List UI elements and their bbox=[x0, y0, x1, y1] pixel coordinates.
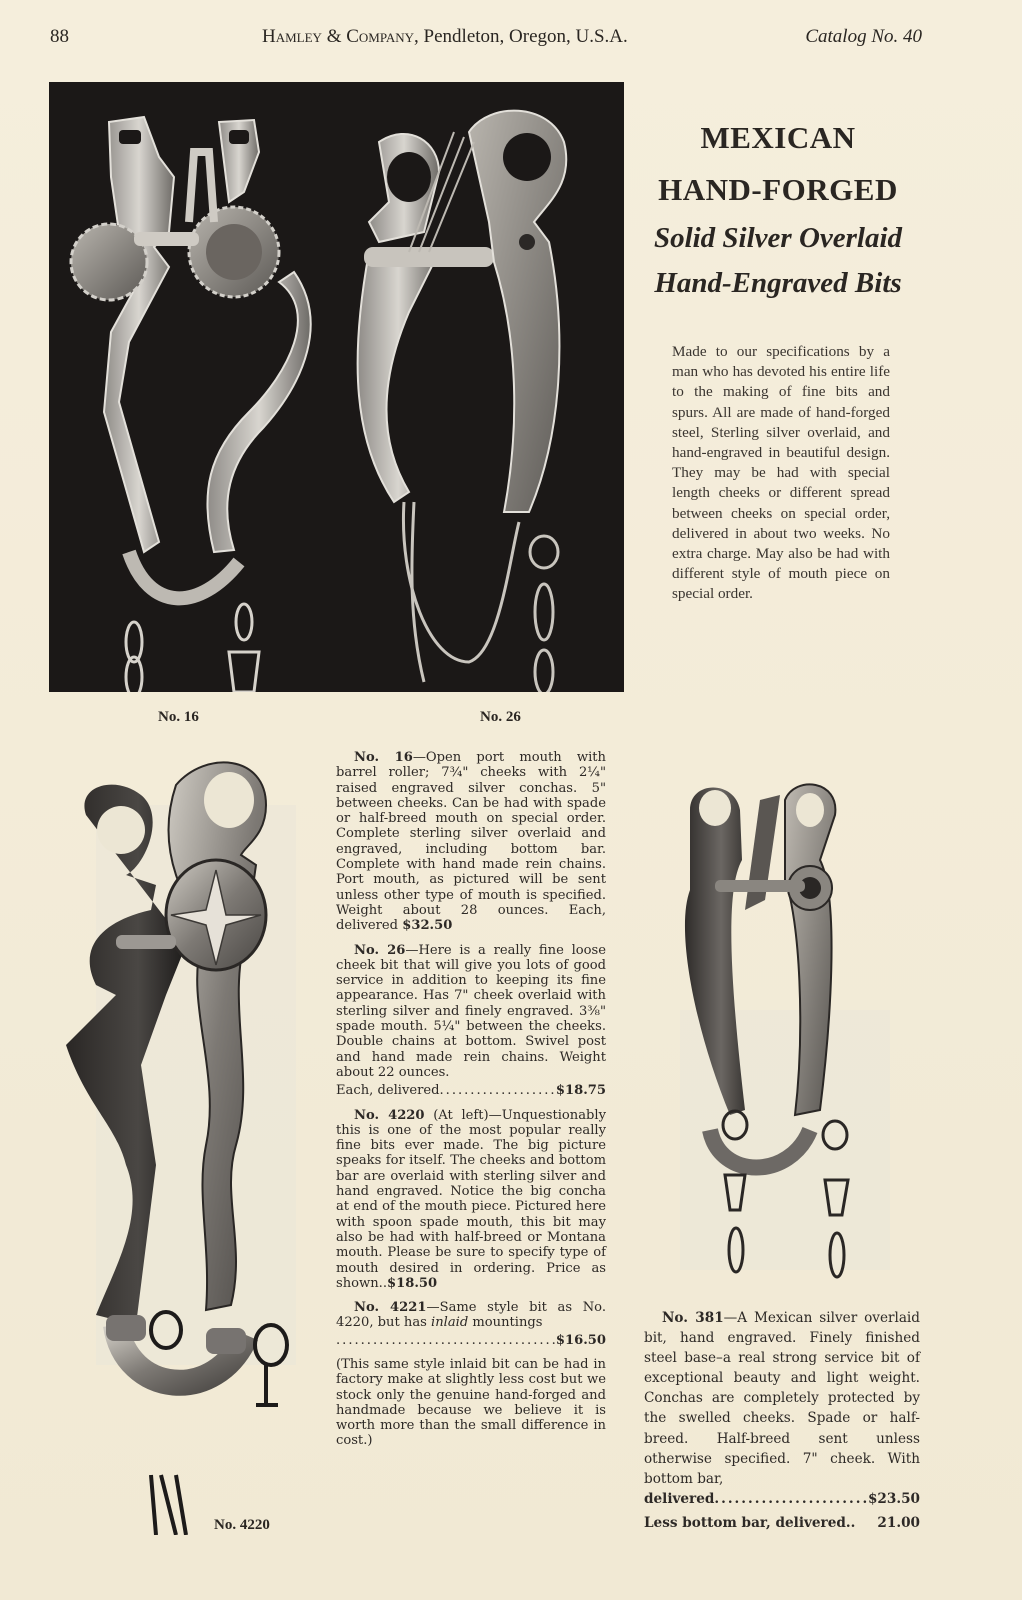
item-price: $23.50 bbox=[867, 1490, 920, 1507]
publisher-line bbox=[262, 26, 628, 48]
item-price: $18.50 bbox=[387, 1275, 438, 1291]
item-description: —Here is a really fine loose cheek bit that will give you lots of good service in addition to keeping its fine appearance. Has 7" cheek overlaid with sterling silver and finely engraved. 3⅜" spade mouth. 5¼" between the cheeks. Double chains at bottom. Swivel post and hand made rein chains. Weight about 22 ounces. bbox=[336, 942, 606, 1080]
title-line-2: HAND-FORGED bbox=[658, 172, 898, 207]
item-no-4221-note: (This same style inlaid bit can be had in factory make at slightly less cost but we stock only the genuine hand-forged and handmade because we believe it is worth more than the small difference in cost.) bbox=[336, 1356, 606, 1449]
caption-no-16: No. 16 bbox=[158, 709, 199, 725]
page-header bbox=[50, 22, 922, 52]
item-no-4221-price-line bbox=[336, 1333, 606, 1348]
item-no-381-price-line bbox=[644, 1489, 920, 1509]
emphasis: inlaid bbox=[431, 1315, 469, 1331]
title-line-3: Solid Silver Overlaid bbox=[653, 222, 903, 254]
bit-4220-illustration-icon bbox=[56, 745, 296, 1535]
bit-4220-photo bbox=[56, 745, 296, 1535]
item-label: No. 16 bbox=[354, 750, 413, 765]
bit-381-illustration-icon bbox=[670, 780, 900, 1280]
item-no-381 bbox=[644, 1308, 920, 1533]
price-label: Less bottom bar, delivered.. bbox=[644, 1514, 856, 1531]
item-description: (At left)—Unquestionably this is one of the most popular really fine bits ever made. The big picture speaks for itself. The cheeks and bottom bar are overlaid with sterling silver and hand engraved. Notice the big concha at end of the mouth piece. Pictured here with spoon spade mouth, this bit may also be had with half-breed or Montana mouth. Please be sure to specify type of mouth desired in ordering. Price as shown.. bbox=[336, 1107, 606, 1291]
title-line-4: Hand-Engraved Bits bbox=[654, 267, 902, 299]
title-line-1: MEXICAN bbox=[700, 120, 856, 155]
item-price: $16.50 bbox=[555, 1332, 606, 1348]
item-label: No. 381 bbox=[662, 1310, 724, 1326]
bit-illustration-icon bbox=[49, 82, 624, 692]
bits-16-26-photo bbox=[49, 82, 624, 692]
price-label: Each, delivered bbox=[336, 1083, 440, 1099]
item-no-381-less-bar-line bbox=[644, 1513, 920, 1533]
intro-paragraph: Made to our specifications by a man who has devoted his entire life to the making of fine bits and spurs. All are made of hand-forged steel, Sterling silver overlaid, and hand-engraved in beautiful design. They may be had with special length cheeks or different spread between cheeks on special order, delivered in about two weeks. No extra charge. May also be had with different style of mouth piece on special order. bbox=[672, 343, 890, 603]
item-price: 21.00 bbox=[877, 1514, 920, 1531]
item-description: —Open port mouth with barrel roller; 7¾" cheeks with 2¼" raised engraved silver conchas. 5" between cheeks. Can be had with spade or half-breed mouth on special order. Complete sterling silver overlaid and engraved, including bottom bar. Complete with hand made rein chains. Port mouth, as pictured will be sent unless other type of mouth is specified. Weight about 28 ounces. Each, delivered bbox=[336, 750, 606, 934]
item-label: No. 4220 bbox=[354, 1107, 425, 1123]
item-no-26-price-line bbox=[336, 1083, 606, 1098]
item-description: —A Mexican silver overlaid bit, hand engraved. Finely finished steel base–a real strong service bit of exceptional beauty and light weight. Conchas are completely protected by the swelled cheeks. Spade or half-breed. Half-breed sent unless otherwise specified. 7" cheek. With bottom bar, bbox=[644, 1310, 920, 1487]
catalog-number: Catalog No. 40 bbox=[805, 26, 922, 47]
publisher-name: Hamley & Company bbox=[262, 26, 415, 47]
caption-no-26: No. 26 bbox=[480, 709, 521, 725]
item-price: $32.50 bbox=[402, 918, 453, 934]
bit-381-photo bbox=[670, 780, 900, 1280]
product-descriptions bbox=[336, 750, 606, 1458]
price-label: delivered bbox=[644, 1490, 715, 1507]
item-no-381-description bbox=[644, 1308, 920, 1489]
item-no-4221: No. 4221—Same style bit as No. 4220, but has inlaid mountings bbox=[336, 1300, 606, 1331]
item-no-16 bbox=[336, 750, 606, 934]
publisher-location: , Pendleton, Oregon, U.S.A. bbox=[414, 26, 628, 47]
item-price: $18.75 bbox=[555, 1083, 606, 1099]
caption-no-4220: No. 4220 bbox=[214, 1517, 270, 1533]
item-label: No. 26 bbox=[354, 942, 406, 958]
item-no-4220 bbox=[336, 1108, 606, 1292]
item-label: No. 4221 bbox=[354, 1300, 427, 1316]
page-number: 88 bbox=[50, 26, 69, 47]
section-title bbox=[628, 112, 928, 306]
item-no-26 bbox=[336, 943, 606, 1081]
